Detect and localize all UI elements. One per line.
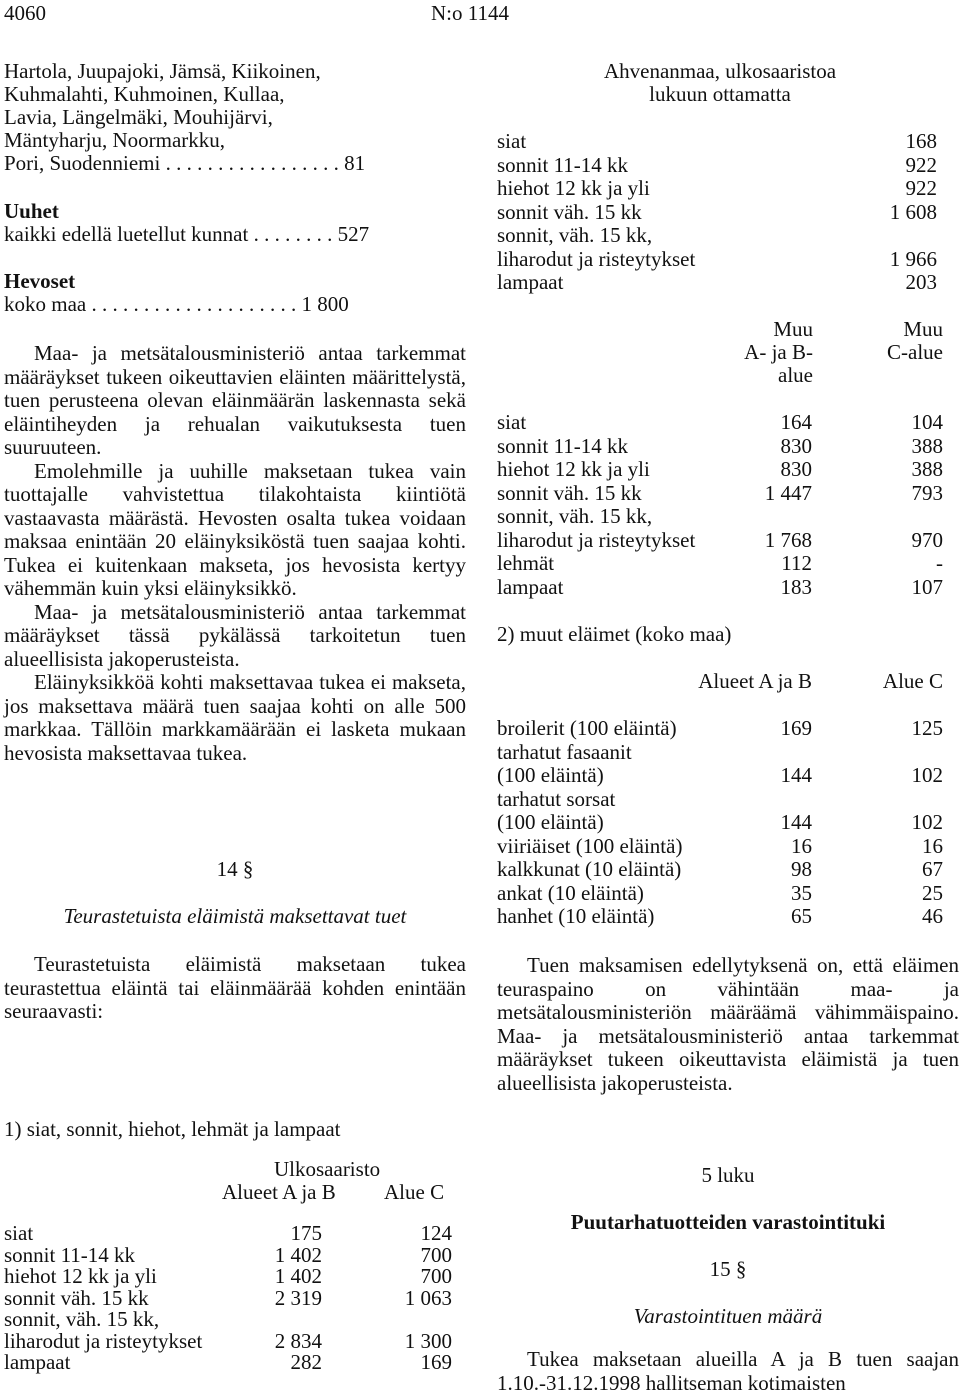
table-2-body bbox=[497, 130, 937, 300]
row-label: hiehot 12 kk ja yli bbox=[497, 176, 650, 200]
row-label: liharodut ja risteytykset bbox=[4, 1328, 203, 1353]
table-1-col-a-header: Alueet A ja B bbox=[222, 1180, 336, 1204]
hevoset-heading: Hevoset bbox=[4, 269, 76, 293]
row-label: sonnit, väh. 15 kk, bbox=[497, 504, 653, 528]
table-row bbox=[497, 576, 943, 600]
paragraph-text: Tuen maksamisen edellytyksenä on, että eläimen teuraspaino on vähintään maa- ja metsätalousministeriön määräämä vähimmäispaino. Maa- ja metsätalousministeriö antaa tarkemmat määräykset tukeen oikeuttavista eläimistä ja tuen alueellisista jakoperusteista. bbox=[497, 953, 959, 1095]
row-value-ab: 183 bbox=[780, 574, 812, 599]
row-label: hiehot 12 kk ja yli bbox=[497, 457, 650, 481]
table-4-body bbox=[497, 717, 943, 932]
row-value-a: 1 402 bbox=[274, 1264, 322, 1288]
row-label: sonnit, väh. 15 kk, bbox=[497, 223, 653, 247]
row-label: lehmät bbox=[497, 551, 555, 575]
row-label: sonnit 11-14 kk bbox=[497, 433, 629, 458]
row-value-c: 102 bbox=[911, 763, 943, 787]
row-value-c: 104 bbox=[911, 410, 943, 434]
row-label: liharodut ja risteytykset bbox=[497, 527, 696, 552]
table-row bbox=[497, 858, 943, 882]
table-row bbox=[497, 458, 943, 482]
row-value-c: 25 bbox=[922, 880, 943, 905]
row-label: siat bbox=[4, 1221, 34, 1245]
list-2-heading: 2) muut eläimet (koko maa) bbox=[497, 622, 732, 646]
row-label: liharodut ja risteytykset bbox=[497, 246, 696, 271]
row-value-a: 1 402 bbox=[274, 1242, 322, 1267]
row-value-ab: 164 bbox=[780, 410, 812, 434]
issue-number: N:o 1144 bbox=[431, 1, 509, 25]
row-value-ab: 65 bbox=[791, 904, 812, 928]
municipality-line: Lavia, Längelmäki, Mouhijärvi, bbox=[4, 105, 273, 129]
table-row bbox=[497, 552, 943, 576]
table-row bbox=[497, 764, 943, 788]
row-value-a: 175 bbox=[290, 1221, 322, 1245]
paragraph bbox=[497, 954, 959, 1095]
paragraph-text: Teurastetuista eläimistä maksetaan tukea teurastettua eläintä tai eläinmäärää kohden enintään seuraavasti: bbox=[4, 952, 466, 1023]
row-value-c: 16 bbox=[922, 833, 943, 858]
row-value-ab: 830 bbox=[780, 433, 812, 458]
table-row bbox=[497, 201, 937, 225]
row-value-a: 2 834 bbox=[274, 1328, 322, 1353]
table-1-col-c-header: Alue C bbox=[384, 1180, 445, 1204]
table-row bbox=[497, 411, 943, 435]
paragraph bbox=[4, 342, 466, 765]
paragraph-text: Maa- ja metsätalousministeriö antaa tarkemmat määräykset tukeen oikeuttavien eläinten määrittelystä, tuen perusteena olevan eläinmäärän laskennasta sekä eläintiheyden ja rehualan vaikutuksesta tuen suuruuteen. bbox=[4, 341, 466, 459]
uuhet-line: kaikki edellä luetellut kunnat . . . . . . . . 527 bbox=[4, 222, 370, 246]
row-value-ab: 35 bbox=[791, 880, 812, 905]
row-value-ab: 144 bbox=[780, 810, 812, 834]
row-value: 203 bbox=[905, 270, 937, 294]
row-label: hiehot 12 kk ja yli bbox=[4, 1264, 157, 1288]
table-row bbox=[4, 1351, 452, 1375]
section-14-title: Teurastetuista eläimistä maksettavat tuet bbox=[63, 904, 407, 928]
row-label: hanhet (10 eläintä) bbox=[497, 904, 655, 928]
table-1-group-header: Ulkosaaristo bbox=[274, 1157, 381, 1181]
row-value-c: 700 bbox=[420, 1242, 452, 1267]
row-value-ab: 112 bbox=[781, 551, 812, 575]
row-value-c: 67 bbox=[922, 857, 943, 881]
municipality-line: Hartola, Juupajoki, Jämsä, Kiikoinen, bbox=[4, 59, 321, 83]
row-value-c: 970 bbox=[911, 527, 943, 552]
row-label: broilerit (100 eläintä) bbox=[497, 716, 677, 740]
row-value-c: 169 bbox=[420, 1350, 452, 1374]
row-value-ab: 830 bbox=[780, 457, 812, 481]
row-label: (100 eläintä) bbox=[497, 763, 604, 787]
row-value-c: 388 bbox=[911, 433, 943, 458]
row-label: sonnit väh. 15 kk bbox=[4, 1285, 149, 1310]
row-value: 168 bbox=[905, 129, 937, 153]
row-label: sonnit väh. 15 kk bbox=[497, 480, 642, 505]
row-label: kalkkunat (10 eläintä) bbox=[497, 857, 682, 881]
hevoset-line: koko maa . . . . . . . . . . . . . . . . . . . . 1 800 bbox=[4, 292, 349, 316]
row-label: lampaat bbox=[497, 270, 564, 294]
row-value-c: 125 bbox=[911, 716, 943, 740]
table-3-col-ab-header: Muu bbox=[773, 317, 813, 341]
table-2-header-line2: lukuun ottamatta bbox=[649, 82, 791, 106]
table-row bbox=[497, 505, 943, 529]
table-row bbox=[497, 154, 937, 178]
row-label: siat bbox=[497, 410, 527, 434]
uuhet-heading: Uuhet bbox=[4, 199, 59, 223]
row-value-c: 793 bbox=[911, 480, 943, 505]
page-number: 4060 bbox=[4, 1, 46, 25]
table-row bbox=[497, 905, 943, 929]
section-14-number: 14 § bbox=[216, 857, 254, 881]
row-value-c: 700 bbox=[420, 1264, 452, 1288]
table-3-body bbox=[497, 411, 943, 601]
table-row bbox=[497, 529, 943, 553]
row-value-ab: 98 bbox=[791, 857, 812, 881]
row-label: sonnit 11-14 kk bbox=[497, 152, 629, 177]
row-label: lampaat bbox=[497, 574, 564, 599]
row-label: lampaat bbox=[4, 1350, 71, 1374]
section-15-number: 15 § bbox=[709, 1257, 747, 1281]
table-4-col-ab-header: Alueet A ja B bbox=[698, 669, 812, 693]
row-value-ab: 169 bbox=[780, 716, 812, 740]
table-row bbox=[497, 741, 943, 765]
table-row bbox=[497, 177, 937, 201]
table-row bbox=[497, 788, 943, 812]
row-label: ankat (10 eläintä) bbox=[497, 880, 644, 905]
table-row bbox=[497, 435, 943, 459]
chapter-title: Puutarhatuotteiden varastointituki bbox=[570, 1210, 886, 1234]
table-row bbox=[497, 882, 943, 906]
row-value: 922 bbox=[905, 152, 937, 177]
row-label: (100 eläintä) bbox=[497, 810, 604, 834]
table-row bbox=[497, 271, 937, 295]
table-row bbox=[497, 482, 943, 506]
paragraph-text: Eläinyksikköä kohti maksettavaa tukea ei makseta, jos maksettava määrä tuen saajaa kohti on alle 500 markkaa. Tällöin markkamäärään ei lasketa mukaan hevosista maksettavaa tukea. bbox=[4, 670, 466, 765]
intro-paragraph bbox=[4, 953, 466, 1024]
row-value-c: 102 bbox=[911, 810, 943, 834]
row-value-ab: 1 768 bbox=[764, 527, 812, 552]
table-row bbox=[497, 835, 943, 859]
row-value-c: 124 bbox=[420, 1221, 452, 1245]
table-row bbox=[497, 130, 937, 154]
row-value-c: - bbox=[936, 551, 943, 575]
chapter-number: 5 luku bbox=[701, 1163, 755, 1187]
table-1-body bbox=[4, 1222, 466, 1392]
row-value-ab: 1 447 bbox=[764, 480, 812, 505]
table-row bbox=[497, 717, 943, 741]
row-label: tarhatut sorsat bbox=[497, 786, 616, 811]
paragraph-text: Emolehmille ja uuhille maksetaan tukea vain tuottajalle vahvistettua tilakohtaista kiintiötä vastaavasta määrästä. Hevosten osalta tukea voidaan maksaa enintään 20 eläinyksiköstä tuen saajaa kohti. Tukea ei kuitenkaan makseta, jos hevosista kertyy vähemmän kuin yksi eläinyksikkö. bbox=[4, 458, 466, 600]
list-1-heading: 1) siat, sonnit, hiehot, lehmät ja lampaat bbox=[4, 1117, 341, 1141]
table-3-col-c-header: C-alue bbox=[887, 340, 943, 364]
row-label: siat bbox=[497, 129, 527, 153]
row-value: 1 608 bbox=[889, 199, 937, 224]
paragraph bbox=[497, 1348, 959, 1395]
section-15-title: Varastointituen määrä bbox=[633, 1304, 823, 1328]
row-value-ab: 144 bbox=[780, 763, 812, 787]
table-3-col-c-header: Muu bbox=[903, 317, 943, 341]
table-3-col-ab-header: A- ja B- bbox=[744, 340, 813, 364]
table-3-col-ab-header: alue bbox=[778, 363, 813, 387]
table-row bbox=[497, 811, 943, 835]
row-value-c: 107 bbox=[911, 574, 943, 599]
row-value-a: 2 319 bbox=[274, 1285, 322, 1310]
row-value-ab: 16 bbox=[791, 833, 812, 858]
row-value: 922 bbox=[905, 176, 937, 200]
row-label: viiriäiset (100 eläintä) bbox=[497, 833, 683, 858]
row-value: 1 966 bbox=[889, 246, 937, 271]
row-value-c: 1 300 bbox=[404, 1328, 452, 1353]
row-label: sonnit väh. 15 kk bbox=[497, 199, 642, 224]
table-2-header-line1: Ahvenanmaa, ulkosaaristoa bbox=[603, 59, 837, 83]
row-label: sonnit 11-14 kk bbox=[4, 1242, 136, 1267]
municipality-line: Mäntyharju, Noormarkku, bbox=[4, 128, 226, 152]
table-row bbox=[497, 224, 937, 248]
row-value-c: 1 063 bbox=[404, 1285, 452, 1310]
table-4-col-c-header: Alue C bbox=[882, 669, 943, 693]
row-label: tarhatut fasaanit bbox=[497, 739, 632, 764]
municipality-line: Kuhmalahti, Kuhmoinen, Kullaa, bbox=[4, 82, 285, 106]
municipality-line: Pori, Suodenniemi . . . . . . . . . . . . . . . . . 81 bbox=[4, 151, 366, 175]
table-row bbox=[4, 1330, 452, 1354]
paragraph-text: Tukea maksetaan alueilla A ja B tuen saajan 1.10.-31.12.1998 hallitseman kotimaisten bbox=[497, 1347, 959, 1395]
paragraph-text: Maa- ja metsätalousministeriö antaa tarkemmat määräykset tässä pykälässä tarkoitetun tuen alueellisista jakoperusteista. bbox=[4, 599, 466, 671]
table-row bbox=[497, 248, 937, 272]
row-label: sonnit, väh. 15 kk, bbox=[4, 1307, 160, 1331]
row-value-a: 282 bbox=[290, 1350, 322, 1374]
row-value-c: 388 bbox=[911, 457, 943, 481]
row-value-c: 46 bbox=[922, 904, 943, 928]
